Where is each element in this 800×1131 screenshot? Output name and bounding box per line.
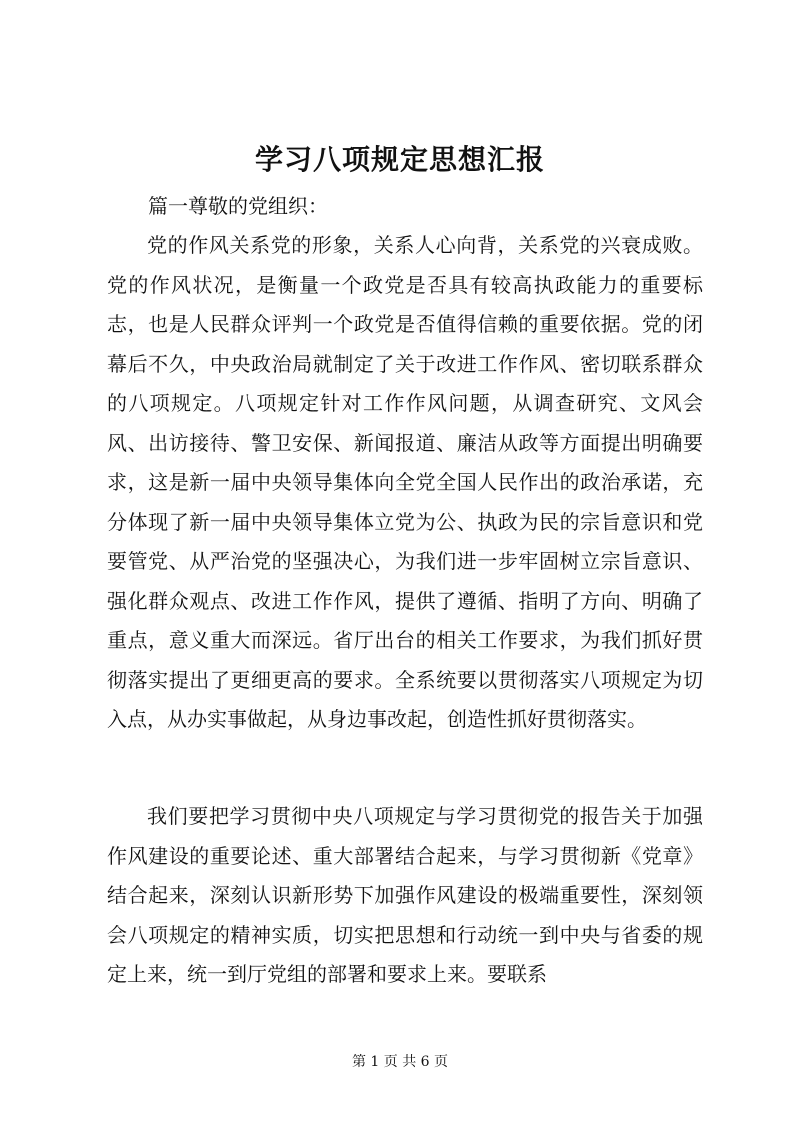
salutation: 篇一尊敬的党组织： (148, 194, 328, 218)
page-number-footer: 第 1 页 共 6 页 (351, 1054, 449, 1070)
document-title: 学习八项规定思想汇报 (254, 143, 545, 176)
paragraph: 党的作风关系党的形象，关系人心向背，关系党的兴衰成败。党的作风状况，是衡量一个政党是否具有较高执政能力的重要标志，也是人民群众评判一个政党是否值得信赖的重要依据。党的闭幕后不久，中央政治局就制定了关于改进工作作风、密切联系群众的八项规定。八项规定针对工作作风问题，从调查研究、文风会风、出访接待、警卫安保、新闻报道、廉洁从政等方面提出明确要求，这是新一届中央领导集体向全党全国人民作出的政治承诺，充分体现了新一届中央领导集体立党为公、执政为民的宗旨意识和党要管党、从严治党的坚强决心，为我们进一步牢固树立宗旨意识、强化群众观点、改进工作作风，提供了遵循、指明了方向、明确了重点，意义重大而深远。省厅出台的相关工作要求，为我们抓好贯彻落实提出了更细更高的要求。全系统要以贯彻落实八项规定为切入点，从办实事做起，从身边事改起，创造性抓好贯彻落实。 (107, 233, 703, 731)
paragraph: 我们要把学习贯彻中央八项规定与学习贯彻党的报告关于加强作风建设的重要论述、重大部署结合起来，与学习贯彻新《党章》结合起来，深刻认识新形势下加强作风建设的极端重要性，深刻领会八项规定的精神实质，切实把思想和行动统一到中央与省委的规定上来，统一到厅党组的部署和要求上来。要联系 (107, 804, 703, 986)
